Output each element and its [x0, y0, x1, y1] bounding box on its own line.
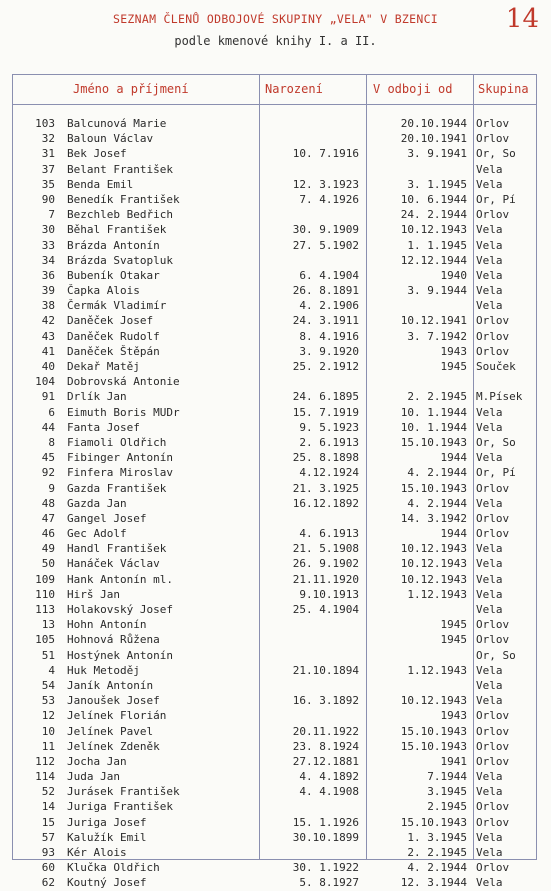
- resistance-since: 20.10.1941: [400, 132, 467, 146]
- member-name: Brázda Antonín: [67, 238, 160, 252]
- resistance-since: 1940: [440, 268, 467, 282]
- member-number: 4: [48, 663, 55, 677]
- member-number: 105: [35, 633, 55, 647]
- birth-date: 26. 8.1891: [292, 284, 359, 298]
- birth-date: 26. 9.1902: [292, 557, 359, 571]
- resistance-since: 24. 2.1944: [400, 208, 467, 222]
- birth-date: 10. 7.1916: [292, 147, 359, 161]
- member-number: 13: [41, 618, 55, 632]
- table-row: [13, 481, 538, 496]
- group-name: Orlov: [476, 618, 510, 632]
- member-name: Huk Metoděj: [67, 663, 140, 677]
- birth-date: 16. 3.1892: [292, 694, 359, 708]
- table-row: [13, 283, 538, 298]
- table-row: [13, 602, 538, 617]
- member-name: Bek Josef: [67, 147, 127, 161]
- birth-date: 27. 5.1902: [292, 238, 359, 252]
- birth-date: 15. 7.1919: [292, 405, 359, 419]
- table-row: [13, 724, 538, 739]
- member-number: 104: [35, 375, 55, 389]
- resistance-since: 1944: [440, 451, 467, 465]
- member-number: 12: [41, 709, 55, 723]
- member-number: 110: [35, 587, 55, 601]
- group-name: Vela: [476, 253, 503, 267]
- group-name: Vela: [476, 846, 503, 859]
- table-row: [13, 754, 538, 769]
- resistance-since: 10.12.1943: [400, 223, 467, 237]
- member-name: Hirš Jan: [67, 587, 120, 601]
- member-number: 109: [35, 572, 55, 586]
- member-name: Čermák Vladimír: [67, 299, 167, 313]
- member-name: Běhal František: [67, 223, 167, 237]
- member-number: 49: [41, 542, 55, 556]
- table-row: [13, 541, 538, 556]
- member-number: 33: [41, 238, 55, 252]
- member-number: 47: [41, 511, 55, 525]
- resistance-since: 15.10.1943: [400, 724, 467, 738]
- page-number: 14: [505, 4, 539, 34]
- member-name: Holakovský Josef: [67, 603, 173, 616]
- resistance-since: 4. 2.1944: [407, 466, 467, 480]
- group-name: Orlov: [476, 739, 510, 753]
- resistance-since: 3. 9.1944: [407, 284, 467, 298]
- table-row: [13, 693, 538, 708]
- member-number: 44: [41, 420, 55, 434]
- member-name: Juriga František: [67, 800, 173, 814]
- table-row: [13, 450, 538, 465]
- resistance-since: 10. 1.1944: [400, 420, 467, 434]
- resistance-since: 1.12.1943: [407, 587, 467, 601]
- table-row: [13, 313, 538, 328]
- member-name: Janík Antonín: [67, 678, 154, 692]
- resistance-since: 10. 6.1944: [400, 192, 467, 206]
- member-name: Juriga Josef: [67, 815, 147, 829]
- birth-date: 25. 4.1904: [292, 603, 359, 616]
- group-name: Or, Pí: [476, 192, 516, 206]
- table-row: [13, 405, 538, 420]
- member-name: Dekař Matěj: [67, 360, 140, 373]
- member-number: 14: [41, 800, 55, 814]
- table-row: [13, 799, 538, 814]
- resistance-since: 2.1945: [427, 800, 467, 814]
- member-name: Daněček Josef: [67, 314, 154, 328]
- resistance-since: 3.1945: [427, 785, 467, 799]
- group-name: Orlov: [476, 314, 510, 328]
- member-number: 31: [41, 147, 55, 161]
- table-row: [13, 222, 538, 237]
- group-name: Vela: [476, 663, 503, 677]
- member-number: 34: [41, 253, 55, 267]
- resistance-since: 1. 3.1945: [407, 830, 467, 844]
- member-name: Hostýnek Antonín: [67, 648, 173, 662]
- birth-date: 9.10.1913: [299, 587, 359, 601]
- group-name: Orlov: [476, 481, 510, 495]
- member-number: 51: [41, 648, 55, 662]
- member-name: Kér Alois: [67, 846, 127, 859]
- birth-date: 20.11.1922: [292, 724, 359, 738]
- table-row: [13, 845, 538, 860]
- member-name: Kalužík Emil: [67, 830, 147, 844]
- resistance-since: 10.12.1941: [400, 314, 467, 328]
- member-name: Bezchleb Bedřich: [67, 208, 173, 222]
- resistance-since: 10.12.1943: [400, 542, 467, 556]
- birth-date: 4. 2.1906: [299, 299, 359, 313]
- group-name: Vela: [476, 603, 503, 616]
- table-row: [13, 344, 538, 359]
- resistance-since: 12.12.1944: [400, 253, 467, 267]
- birth-date: 5. 8.1927: [299, 876, 359, 890]
- member-number: 53: [41, 694, 55, 708]
- member-number: 54: [41, 678, 55, 692]
- birth-date: 27.12.1881: [292, 754, 359, 768]
- member-name: Fibinger Antonín: [67, 451, 173, 465]
- member-name: Finfera Miroslav: [67, 466, 173, 480]
- group-name: Or, So: [476, 147, 516, 161]
- table-row: [13, 678, 538, 693]
- group-name: Vela: [476, 405, 503, 419]
- resistance-since: 2. 2.1945: [407, 390, 467, 404]
- member-number: 7: [48, 208, 55, 222]
- document-title: SEZNAM ČLENŮ ODBOJOVÉ SKUPINY „VELA" V BZENCI: [112, 12, 439, 26]
- members-table: [12, 74, 537, 890]
- group-name: Vela: [476, 678, 503, 692]
- resistance-since: 10.12.1943: [400, 572, 467, 586]
- document-subtitle: podle kmenové knihy I. a II.: [174, 34, 377, 48]
- group-name: Orlov: [476, 329, 510, 343]
- member-number: 41: [41, 344, 55, 358]
- table-row: [13, 526, 538, 541]
- table-row: [13, 587, 538, 602]
- member-name: Koutný Josef: [67, 876, 147, 890]
- member-name: Fiamoli Oldřich: [67, 435, 167, 449]
- group-name: Orlov: [476, 815, 510, 829]
- member-name: Čapka Alois: [67, 284, 140, 298]
- group-name: Vela: [476, 496, 503, 510]
- table-row: [13, 374, 538, 389]
- group-name: Vela: [476, 694, 503, 708]
- group-name: Orlov: [476, 132, 510, 146]
- resistance-since: 14. 3.1942: [400, 511, 467, 525]
- birth-date: 16.12.1892: [292, 496, 359, 510]
- member-name: Jurásek František: [67, 785, 180, 799]
- group-name: Vela: [476, 785, 503, 799]
- resistance-since: 10. 1.1944: [400, 405, 467, 419]
- group-name: Vela: [476, 557, 503, 571]
- group-name: Vela: [476, 876, 503, 890]
- birth-date: 21.11.1920: [292, 572, 359, 586]
- member-name: Benedík František: [67, 192, 180, 206]
- member-number: 91: [41, 390, 55, 404]
- member-number: 15: [41, 815, 55, 829]
- group-name: Vela: [476, 299, 503, 313]
- table-row: [13, 298, 538, 313]
- member-number: 37: [41, 162, 55, 176]
- member-number: 93: [41, 846, 55, 859]
- member-number: 50: [41, 557, 55, 571]
- member-name: Daněček Štěpán: [67, 344, 160, 358]
- birth-date: 4.12.1924: [299, 466, 359, 480]
- member-number: 9: [48, 481, 55, 495]
- member-number: 11: [41, 739, 55, 753]
- group-name: Vela: [476, 162, 503, 176]
- resistance-since: 1943: [440, 344, 467, 358]
- member-number: 57: [41, 830, 55, 844]
- member-name: Jelínek Florián: [67, 709, 167, 723]
- member-number: 60: [41, 861, 55, 875]
- group-name: Vela: [476, 284, 503, 298]
- table-row: [13, 162, 538, 177]
- group-name: Vela: [476, 238, 503, 252]
- member-number: 114: [35, 770, 55, 784]
- resistance-since: 12. 3.1944: [400, 876, 467, 890]
- group-name: Vela: [476, 830, 503, 844]
- table-row: [13, 207, 538, 222]
- table-row: [13, 192, 538, 207]
- resistance-since: 15.10.1943: [400, 481, 467, 495]
- member-name: Balcunová Marie: [67, 117, 167, 130]
- table-body: [13, 116, 538, 891]
- table-row: [13, 389, 538, 404]
- group-name: Vela: [476, 770, 503, 784]
- column-header-name: Jméno a příjmení: [73, 82, 189, 96]
- member-number: 42: [41, 314, 55, 328]
- group-name: Vela: [476, 420, 503, 434]
- member-number: 48: [41, 496, 55, 510]
- group-name: Vela: [476, 223, 503, 237]
- table-row: [13, 784, 538, 799]
- table-row: [13, 435, 538, 450]
- table-row: [13, 860, 538, 875]
- member-number: 46: [41, 527, 55, 541]
- member-name: Handl František: [67, 542, 167, 556]
- member-number: 52: [41, 785, 55, 799]
- table-row: [13, 253, 538, 268]
- table-row: [13, 496, 538, 511]
- member-number: 39: [41, 284, 55, 298]
- group-name: Orlov: [476, 527, 510, 541]
- member-number: 30: [41, 223, 55, 237]
- member-name: Brázda Svatopluk: [67, 253, 173, 267]
- member-number: 10: [41, 724, 55, 738]
- group-name: Orlov: [476, 633, 510, 647]
- resistance-since: 20.10.1944: [400, 117, 467, 130]
- member-name: Hanáček Václav: [67, 557, 160, 571]
- birth-date: 23. 8.1924: [292, 739, 359, 753]
- table-row: [13, 663, 538, 678]
- birth-date: 6. 4.1904: [299, 268, 359, 282]
- group-name: Orlov: [476, 511, 510, 525]
- member-number: 113: [35, 603, 55, 616]
- table-row: [13, 739, 538, 754]
- member-number: 8: [48, 435, 55, 449]
- birth-date: 15. 1.1926: [292, 815, 359, 829]
- table-row: [13, 769, 538, 784]
- member-name: Benda Emil: [67, 177, 134, 191]
- table-row: [13, 116, 538, 131]
- member-number: 92: [41, 466, 55, 480]
- table-row: [13, 359, 538, 374]
- member-number: 32: [41, 132, 55, 146]
- group-name: Vela: [476, 177, 503, 191]
- birth-date: 12. 3.1923: [292, 177, 359, 191]
- group-name: Souček: [476, 360, 516, 373]
- member-name: Jocha Jan: [67, 754, 127, 768]
- member-name: Belant František: [67, 162, 173, 176]
- resistance-since: 15.10.1943: [400, 815, 467, 829]
- group-name: Or, So: [476, 648, 516, 662]
- table-row: [13, 572, 538, 587]
- resistance-since: 1. 1.1945: [407, 238, 467, 252]
- group-name: Orlov: [476, 709, 510, 723]
- table-row: [13, 617, 538, 632]
- resistance-since: 3. 9.1941: [407, 147, 467, 161]
- member-number: 45: [41, 451, 55, 465]
- birth-date: 8. 4.1916: [299, 329, 359, 343]
- birth-date: 4. 6.1913: [299, 527, 359, 541]
- member-name: Baloun Václav: [67, 132, 154, 146]
- member-name: Hohnová Růžena: [67, 633, 160, 647]
- resistance-since: 1.12.1943: [407, 663, 467, 677]
- birth-date: 4. 4.1892: [299, 770, 359, 784]
- resistance-since: 1943: [440, 709, 467, 723]
- member-name: Bubeník Otakar: [67, 268, 160, 282]
- member-name: Janoušek Josef: [67, 694, 160, 708]
- resistance-since: 3. 1.1945: [407, 177, 467, 191]
- member-name: Daněček Rudolf: [67, 329, 160, 343]
- resistance-since: 15.10.1943: [400, 739, 467, 753]
- table-row: [13, 511, 538, 526]
- group-name: Orlov: [476, 344, 510, 358]
- group-name: Vela: [476, 268, 503, 282]
- group-name: Orlov: [476, 208, 510, 222]
- resistance-since: 15.10.1943: [400, 435, 467, 449]
- member-name: Gangel Josef: [67, 511, 147, 525]
- member-name: Juda Jan: [67, 770, 120, 784]
- group-name: Orlov: [476, 117, 510, 130]
- group-name: M.Písek: [476, 390, 523, 404]
- resistance-since: 1941: [440, 754, 467, 768]
- table-row: [13, 146, 538, 161]
- column-header-group: Skupina: [478, 82, 529, 96]
- column-header-date: V odboji od: [373, 82, 453, 96]
- member-name: Hohn Antonín: [67, 618, 147, 632]
- birth-date: 21. 3.1925: [292, 481, 359, 495]
- birth-date: 4. 4.1908: [299, 785, 359, 799]
- birth-date: 2. 6.1913: [299, 435, 359, 449]
- member-number: 62: [41, 876, 55, 890]
- group-name: Vela: [476, 451, 503, 465]
- resistance-since: 7.1944: [427, 770, 467, 784]
- table-row: [13, 708, 538, 723]
- group-name: Vela: [476, 542, 503, 556]
- member-name: Klučka Oldřich: [67, 861, 160, 875]
- birth-date: 25. 2.1912: [292, 360, 359, 373]
- table-row: [13, 238, 538, 253]
- header-divider: [13, 104, 536, 105]
- member-name: Gazda František: [67, 481, 167, 495]
- resistance-since: 10.12.1943: [400, 557, 467, 571]
- resistance-since: 10.12.1943: [400, 694, 467, 708]
- group-name: Vela: [476, 572, 503, 586]
- group-name: Orlov: [476, 861, 510, 875]
- member-number: 43: [41, 329, 55, 343]
- resistance-since: 1945: [440, 633, 467, 647]
- birth-date: 21.10.1894: [292, 663, 359, 677]
- group-name: Orlov: [476, 800, 510, 814]
- table-row: [13, 815, 538, 830]
- birth-date: 9. 5.1923: [299, 420, 359, 434]
- birth-date: 24. 3.1911: [292, 314, 359, 328]
- resistance-since: 3. 7.1942: [407, 329, 467, 343]
- table-row: [13, 648, 538, 663]
- birth-date: 3. 9.1920: [299, 344, 359, 358]
- table-row: [13, 420, 538, 435]
- member-number: 40: [41, 360, 55, 373]
- member-number: 38: [41, 299, 55, 313]
- member-number: 90: [41, 192, 55, 206]
- resistance-since: 1945: [440, 360, 467, 373]
- group-name: Orlov: [476, 754, 510, 768]
- resistance-since: 2. 2.1945: [407, 846, 467, 859]
- member-name: Jelínek Pavel: [67, 724, 154, 738]
- resistance-since: 4. 2.1944: [407, 496, 467, 510]
- table-row: [13, 556, 538, 571]
- member-number: 35: [41, 177, 55, 191]
- table-row: [13, 875, 538, 890]
- member-name: Eimuth Boris MUDr: [67, 405, 180, 419]
- member-name: Fanta Josef: [67, 420, 140, 434]
- group-name: Or, So: [476, 435, 516, 449]
- resistance-since: 1944: [440, 527, 467, 541]
- table-row: [13, 177, 538, 192]
- table-row: [13, 329, 538, 344]
- resistance-since: 1945: [440, 618, 467, 632]
- resistance-since: 4. 2.1944: [407, 861, 467, 875]
- group-name: Or, Pí: [476, 466, 516, 480]
- table-row: [13, 268, 538, 283]
- birth-date: 24. 6.1895: [292, 390, 359, 404]
- member-number: 112: [35, 754, 55, 768]
- birth-date: 30. 9.1909: [292, 223, 359, 237]
- table-row: [13, 830, 538, 845]
- member-name: Dobrovská Antonie: [67, 375, 180, 389]
- member-name: Jelínek Zdeněk: [67, 739, 160, 753]
- birth-date: 7. 4.1926: [299, 192, 359, 206]
- table-row: [13, 131, 538, 146]
- member-number: 103: [35, 117, 55, 130]
- group-name: Vela: [476, 587, 503, 601]
- table-row: [13, 465, 538, 480]
- birth-date: 30. 1.1922: [292, 861, 359, 875]
- birth-date: 21. 5.1908: [292, 542, 359, 556]
- member-name: Gazda Jan: [67, 496, 127, 510]
- member-name: Gec Adolf: [67, 527, 127, 541]
- member-name: Hank Antonín ml.: [67, 572, 173, 586]
- table-row: [13, 632, 538, 647]
- birth-date: 30.10.1899: [292, 830, 359, 844]
- birth-date: 25. 8.1898: [292, 451, 359, 465]
- column-header-birth: Narození: [265, 82, 323, 96]
- member-name: Drlík Jan: [67, 390, 127, 404]
- member-number: 6: [48, 405, 55, 419]
- group-name: Orlov: [476, 724, 510, 738]
- member-number: 36: [41, 268, 55, 282]
